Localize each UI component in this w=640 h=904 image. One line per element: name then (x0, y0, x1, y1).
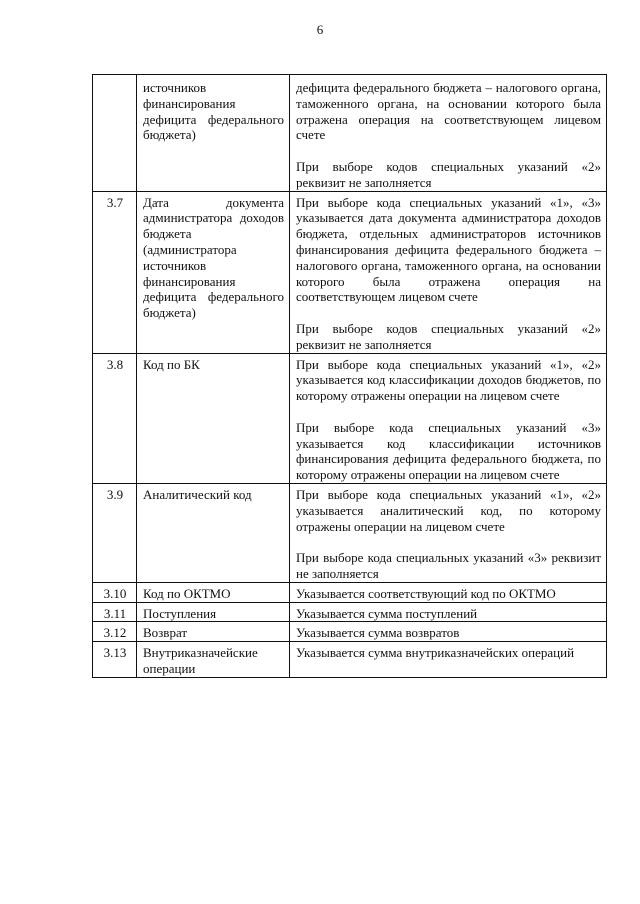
requisite-name: источников финансирования дефицита федерального бюджета) (137, 75, 290, 192)
table-row (93, 582, 607, 602)
table-row (93, 483, 607, 582)
description-paragraph: Указывается сумма внутриказначейских операций (296, 645, 575, 661)
description-paragraph: Указывается соответствующий код по ОКТМО (296, 585, 556, 601)
table-row (93, 191, 607, 353)
description-paragraph: При выборе кода специальных указаний «1», «2» указывается аналитический код, по которому отражены операции на лицевом счете (296, 486, 601, 534)
requisite-name: Аналитический код (137, 483, 290, 582)
page-number: 6 (316, 22, 324, 37)
requisite-name: Внутриказначейские операции (137, 642, 290, 678)
description-paragraph: При выборе кодов специальных указаний «2» реквизит не заполняется (296, 320, 601, 352)
description-paragraph: При выборе кодов специальных указаний «2» реквизит не заполняется (296, 158, 601, 190)
requisite-description (290, 602, 607, 622)
table-row (93, 602, 607, 622)
requisite-name: Поступления (137, 602, 290, 622)
row-number: 3.7 (93, 191, 137, 353)
requisites-table (92, 74, 607, 678)
description-paragraph: При выборе кода специальных указаний «1», «3» указывается дата документа администратора доходов бюджета, отдельных администраторов источников финансирования дефицита федерального бюджета – налогового органа, таможенного органа, на основании которого была отражена операция на соответствующем лицевом счете (296, 194, 601, 305)
requisite-name: Код по БК (137, 353, 290, 483)
table-row (93, 353, 607, 483)
requisite-description (290, 622, 607, 642)
row-number: 3.8 (93, 353, 137, 483)
description-paragraph: дефицита федерального бюджета – налогового органа, таможенного органа, на основании которого была отражена операция на соответствующем лицевом счете (296, 80, 601, 143)
row-number: 3.11 (93, 602, 137, 622)
requisite-description (290, 75, 607, 192)
description-paragraph: При выборе кода специальных указаний «1», «2» указывается код классификации доходов бюджетов, по которому отражены операции на лицевом счете (296, 356, 601, 404)
table-row (93, 642, 607, 678)
table-row (93, 622, 607, 642)
table-row (93, 75, 607, 192)
requisite-description (290, 353, 607, 483)
row-number (93, 75, 137, 192)
description-paragraph: Указывается сумма возвратов (296, 625, 460, 641)
requisite-description (290, 483, 607, 582)
requisite-description (290, 191, 607, 353)
row-number: 3.10 (93, 582, 137, 602)
row-number: 3.9 (93, 483, 137, 582)
description-paragraph: При выборе кода специальных указаний «3» указывается код классификации источников финансирования дефицита федерального бюджета, по которому отражены операции на лицевом счете (296, 419, 601, 483)
requisite-description (290, 642, 607, 678)
description-paragraph: Указывается сумма поступлений (296, 605, 478, 621)
requisite-description (290, 582, 607, 602)
description-paragraph: При выборе кода специальных указаний «3» реквизит не заполняется (296, 550, 601, 581)
row-number: 3.12 (93, 622, 137, 642)
requisite-name: Дата документа администратора доходов бюджета (администратора источников финансирования дефицита федерального бюджета) (137, 191, 290, 353)
row-number: 3.13 (93, 642, 137, 678)
requisite-name: Код по ОКТМО (137, 582, 290, 602)
requisite-name: Возврат (137, 622, 290, 642)
